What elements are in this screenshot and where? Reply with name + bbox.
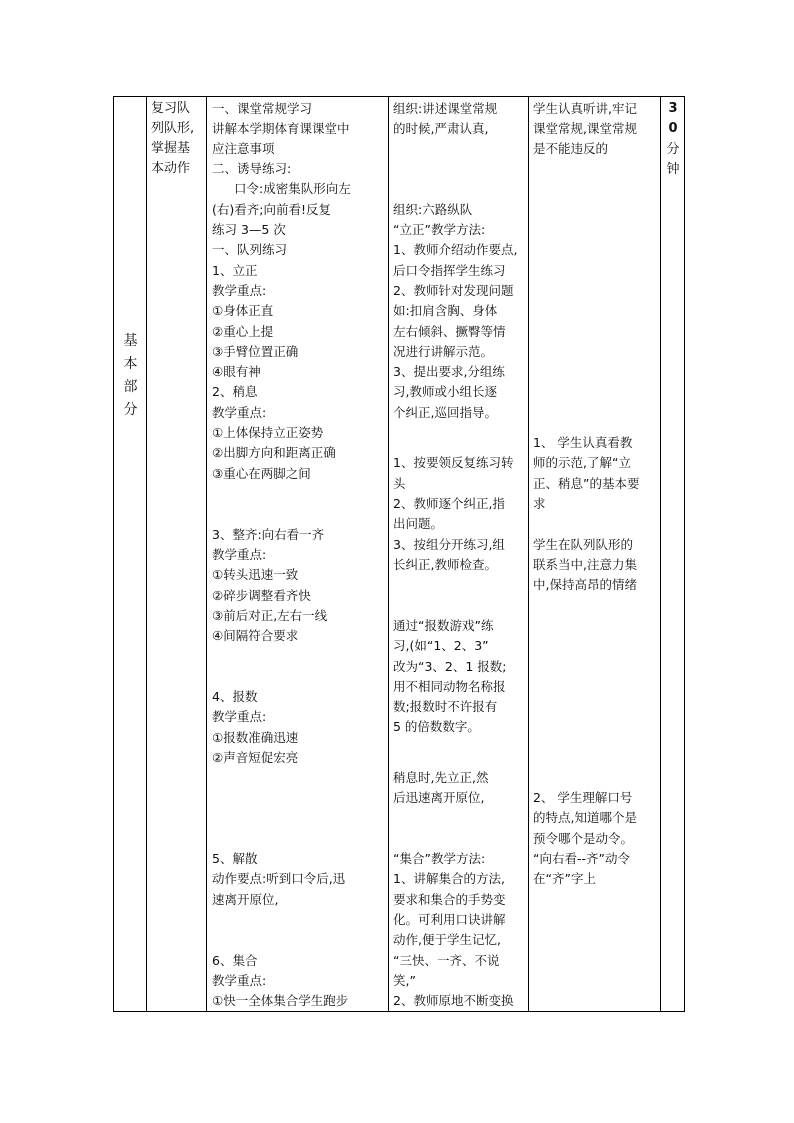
student-activity-line: 中,保持高昂的情绪	[533, 577, 637, 592]
section-char: 分	[123, 402, 138, 418]
content-line: ①身体正直	[212, 303, 274, 318]
content-line: 教学重点:	[212, 973, 267, 988]
teacher-method-line: 2、教师针对发现问题	[393, 283, 514, 298]
content-line: ④眼有神	[212, 364, 261, 379]
time-column	[661, 97, 685, 1011]
teacher-method-line: 长纠正,教师检查。	[393, 557, 497, 572]
teacher-method-line: “三快、一齐、不说	[393, 953, 500, 968]
teacher-method-line: 出问题。	[393, 516, 444, 531]
student-activity-line: 联系当中,注意力集	[533, 557, 637, 572]
content-line: 6、集合	[212, 953, 258, 968]
student-activity-line: 1、 学生认真看教	[533, 435, 633, 450]
teacher-method-line: 2、教师逐个纠正,指	[393, 496, 505, 511]
teacher-method-line: 组织:六路纵队	[393, 202, 473, 217]
teacher-method-line: 况进行讲解示范。	[393, 344, 494, 359]
time-char: 0	[668, 121, 678, 137]
teacher-method-line: 动作,便于学生记忆,	[393, 932, 501, 947]
content-line: 教学重点:	[212, 405, 267, 420]
teacher-method-line: 头	[393, 476, 406, 491]
content-column	[207, 97, 389, 1011]
time-char: 钟	[666, 161, 680, 177]
goal-line: 复习队	[151, 101, 191, 116]
section-char: 本	[123, 356, 138, 372]
student-activity-line: 2、 学生理解口号	[533, 790, 633, 805]
content-line: 动作要点:听到口令后,迅	[212, 871, 346, 886]
teacher-method-line: 化。可利用口诀讲解	[393, 912, 506, 927]
teacher-method-line: 通过“报数游戏”练	[393, 618, 494, 633]
content-line: 教学重点:	[212, 547, 267, 562]
teacher-method-line: 习,教师或小组长逐	[393, 384, 497, 399]
teacher-method-line: 左右倾斜、撅臀等情	[393, 324, 506, 339]
content-line: ①转头迅速一致	[212, 567, 299, 582]
time-char: 分	[666, 141, 680, 157]
teacher-method-line: 如:扣肩含胸、身体	[393, 303, 498, 318]
content-line: 一、队列练习	[212, 242, 288, 257]
teacher-method-line: 组织:讲述课堂常规	[393, 101, 498, 116]
teacher-method-line: 后迅速离开原位,	[393, 790, 485, 805]
teacher-method-line: 习,(如“1、2、3”	[393, 638, 489, 653]
goal-line: 掌握基	[151, 141, 191, 156]
content-line: 5、解散	[212, 851, 258, 866]
lesson-plan-table	[113, 96, 685, 1012]
content-line: ①上体保持立正姿势	[212, 425, 324, 440]
section-char: 基	[123, 333, 138, 349]
content-line: 教学重点:	[212, 283, 267, 298]
teacher-method-line: 笑,”	[393, 973, 416, 988]
teacher-method-line: 1、讲解集合的方法,	[393, 871, 505, 886]
content-line: ③手臂位置正确	[212, 344, 299, 359]
section-char: 部	[123, 379, 138, 395]
content-line: 1、立正	[212, 263, 258, 278]
student-activity-line: 是不能违反的	[533, 141, 609, 156]
teacher-method-line: 稍息时,先立正,然	[393, 770, 489, 785]
teacher-method-line: 的时候,严肃认真,	[393, 121, 489, 136]
teacher-method-line: 用不相同动物名称报	[393, 679, 506, 694]
student-column	[529, 97, 661, 1011]
student-activity-line: 学生认真听讲,牢记	[533, 101, 637, 116]
goal-line: 列队形,	[151, 121, 195, 136]
goal-column	[147, 97, 207, 1011]
student-activity-line: 求	[533, 496, 546, 511]
student-activity-line: 师的示范,了解“立	[533, 455, 631, 470]
content-line: 练习 3—5 次	[212, 222, 286, 237]
content-line: 讲解本学期体育课课堂中	[212, 121, 350, 136]
content-line: 一、课堂常规学习	[212, 101, 313, 116]
teacher-method-line: 3、提出要求,分组练	[393, 364, 505, 379]
content-line: 速离开原位,	[212, 892, 279, 907]
content-line: ②重心上提	[212, 324, 274, 339]
content-line: 口令:成密集队形向左	[234, 181, 351, 196]
student-activity-line: 正、稍息”的基本要	[533, 476, 640, 491]
content-line: ③前后对正,左右一线	[212, 608, 328, 623]
content-line: ②声音短促宏亮	[212, 750, 299, 765]
teacher-method-line: 1、按要领反复练习转	[393, 455, 514, 470]
content-line: 2、稍息	[212, 384, 258, 399]
content-line: ②碎步调整看齐快	[212, 588, 311, 603]
content-line: 3、整齐:向右看一齐	[212, 527, 325, 542]
content-line: ①报数准确迅速	[212, 730, 299, 745]
content-line: 二、诱导练习:	[212, 161, 292, 176]
teacher-method-line: “集合”教学方法:	[393, 851, 486, 866]
teacher-method-line: 5 的倍数数字。	[393, 719, 480, 734]
section-column	[114, 97, 147, 1011]
teacher-method-line: 要求和集合的手势变	[393, 892, 506, 907]
teacher-method-line: 1、教师介绍动作要点,	[393, 242, 518, 257]
content-line: ③重心在两脚之间	[212, 466, 311, 481]
student-activity-line: 预令哪个是动令。	[533, 831, 634, 846]
student-activity-line: 在“齐”字上	[533, 871, 596, 886]
teacher-method-line: 2、教师原地不断变换	[393, 993, 514, 1008]
teacher-method-line: 个纠正,巡回指导。	[393, 405, 497, 420]
student-activity-line: “向右看--齐”动令	[533, 851, 630, 866]
goal-line: 本动作	[151, 161, 191, 176]
teacher-method-line: 后口令指挥学生练习	[393, 263, 506, 278]
teacher-method-line: 3、按组分开练习,组	[393, 537, 505, 552]
content-line: ①快一全体集合学生跑步	[212, 993, 349, 1008]
content-line: (右)看齐;向前看!反复	[212, 202, 331, 217]
content-line: 教学重点:	[212, 709, 267, 724]
content-line: 应注意事项	[212, 141, 275, 156]
content-line: ②出脚方向和距离正确	[212, 445, 336, 460]
student-activity-line: 的特点,知道哪个是	[533, 810, 637, 825]
time-label	[661, 99, 685, 180]
teacher-method-line: 改为“3、2、1 报数;	[393, 659, 507, 674]
student-activity-line: 课堂常规,课堂常规	[533, 121, 637, 136]
content-line: ④间隔符合要求	[212, 628, 299, 643]
student-activity-line: 学生在队列队形的	[533, 537, 634, 552]
teacher-column	[389, 97, 529, 1011]
content-line: 4、报数	[212, 689, 258, 704]
time-char: 3	[668, 101, 678, 116]
teacher-method-line: “立正”教学方法:	[393, 222, 486, 237]
section-label	[114, 330, 147, 422]
teacher-method-line: 数;报数时不许报有	[393, 699, 498, 714]
